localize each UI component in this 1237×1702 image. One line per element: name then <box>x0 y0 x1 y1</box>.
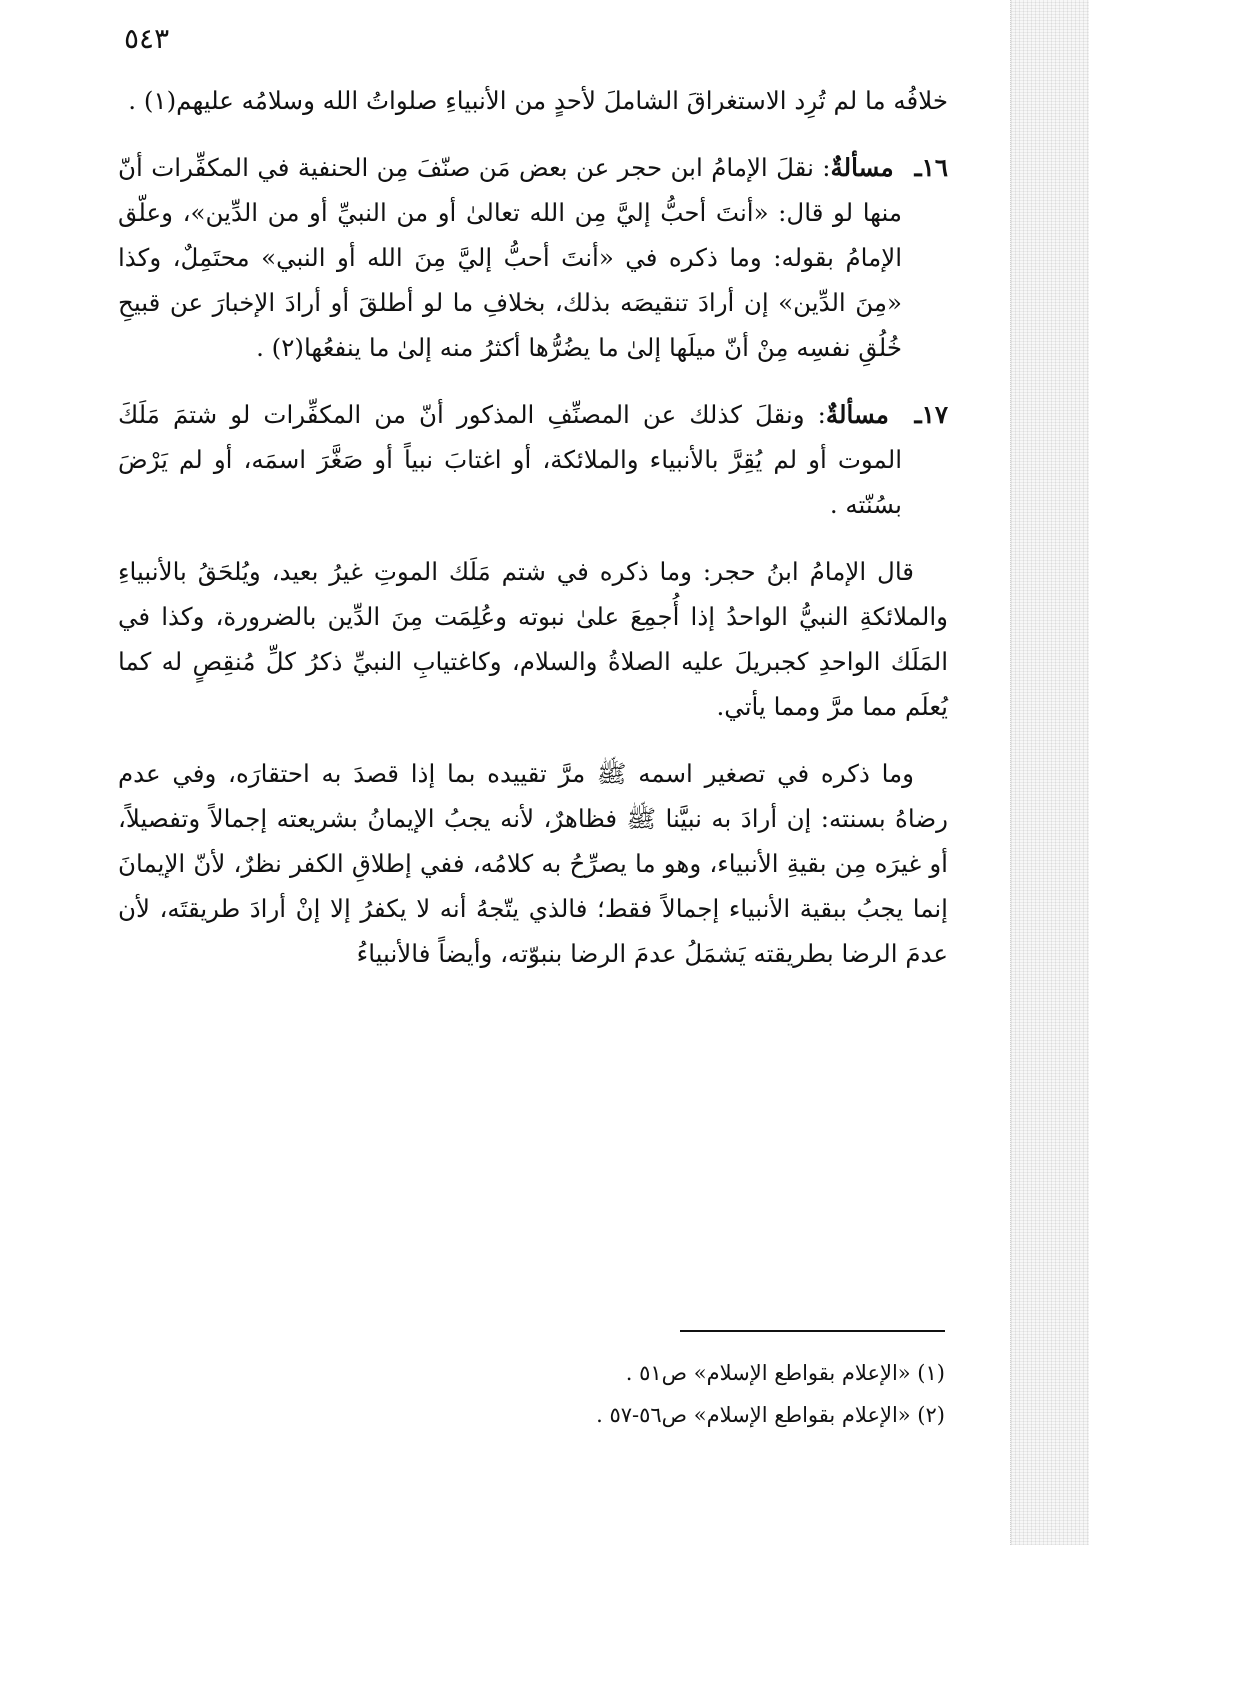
paragraph <box>118 549 948 729</box>
footnote: (١) «الإعلام بقواطع الإسلام» ص٥١ . <box>625 1361 945 1385</box>
footnote-divider <box>680 1330 945 1332</box>
issue-number: ١٧ـ <box>914 400 948 429</box>
paragraph <box>118 751 948 976</box>
issue-label: مسألةٌ <box>825 400 889 429</box>
paragraph-text: : ونقلَ كذلك عن المصنِّفِ المذكور أنّ من المكفِّرات لو شتمَ مَلَكَ الموت أو لم يُقِرَّ بالأنبياء والملائكة، أو اغتابَ نبياً أو صَغَّرَ اسمَه، أو لم يَرْضَ بسُنّته . <box>118 400 902 519</box>
paragraph-text: خلافُه ما لم تُرِد الاستغراقَ الشاملَ لأحدٍ من الأنبياءِ صلواتُ الله وسلامُه عليهم(١) . <box>128 86 948 115</box>
paragraph <box>118 78 948 123</box>
footnote: (٢) «الإعلام بقواطع الإسلام» ص٥٦-٥٧ . <box>596 1403 945 1427</box>
paragraph-text: : نقلَ الإمامُ ابن حجر عن بعض مَن صنّفَ مِن الحنفية في المكفِّرات أنّ منها لو قال: «أنتَ أحبُّ إليَّ مِن الله تعالىٰ أو من النبيِّ أو من الدِّين»، وعلّق الإمامُ بقوله: وما ذكره في «أنتَ أحبُّ إليَّ مِنَ الله أو النبي» محتَمِلٌ، وكذا «مِنَ الدِّين» إن أرادَ تنقيصَه بذلك، بخلافِ ما لو أطلقَ أو أرادَ الإخبارَ عن قبيحِ خُلُقِ نفسِه مِنْ أنّ ميلَها إلىٰ ما يضُرُّها أكثرُ منه إلىٰ ما ينفعُها(٢) . <box>118 153 902 362</box>
footnotes <box>430 1352 945 1436</box>
main-text <box>118 78 948 998</box>
issue-label: مسألةٌ <box>830 153 894 182</box>
binding-edge <box>1010 0 1089 1545</box>
issue-paragraph <box>118 392 948 527</box>
issue-paragraph <box>118 145 948 370</box>
page-number: ٥٤٣ <box>124 22 170 55</box>
paragraph-text: وما ذكره في تصغير اسمه ﷺ مرَّ تقييده بما إذا قصدَ به احتقارَه، وفي عدم رضاهُ بسنته: إن أرادَ به نبيَّنا ﷺ فظاهرٌ، لأنه يجبُ الإيمانُ بشريعته إجمالاً وتفصيلاً، أو غيرَه مِن بقيةِ الأنبياء، وهو ما يصرِّحُ به كلامُه، ففي إطلاقِ الكفر نظرٌ، لأنّ الإيمانَ إنما يجبُ ببقية الأنبياء إجمالاً فقط؛ فالذي يتّجهُ أنه لا يكفرُ إلا إنْ أرادَ طريقتَه، لأن عدمَ الرضا بطريقته يَشمَلُ عدمَ الرضا بنبوّته، وأيضاً فالأنبياءُ <box>118 759 948 968</box>
paragraph-text: قال الإمامُ ابنُ حجر: وما ذكره في شتم مَلَك الموتِ غيرُ بعيد، ويُلحَقُ بالأنبياءِ والملائكةِ النبيُّ الواحدُ إذا أُجمِعَ علىٰ نبوته وعُلِمَت مِنَ الدِّين بالضرورة، وكذا في المَلَك الواحدِ كجبريلَ عليه الصلاةُ والسلام، وكاغتيابِ النبيِّ ذكرُ كلِّ مُنقِصٍ له كما يُعلَم مما مرَّ ومما يأتي. <box>118 557 948 721</box>
issue-number: ١٦ـ <box>914 153 948 182</box>
